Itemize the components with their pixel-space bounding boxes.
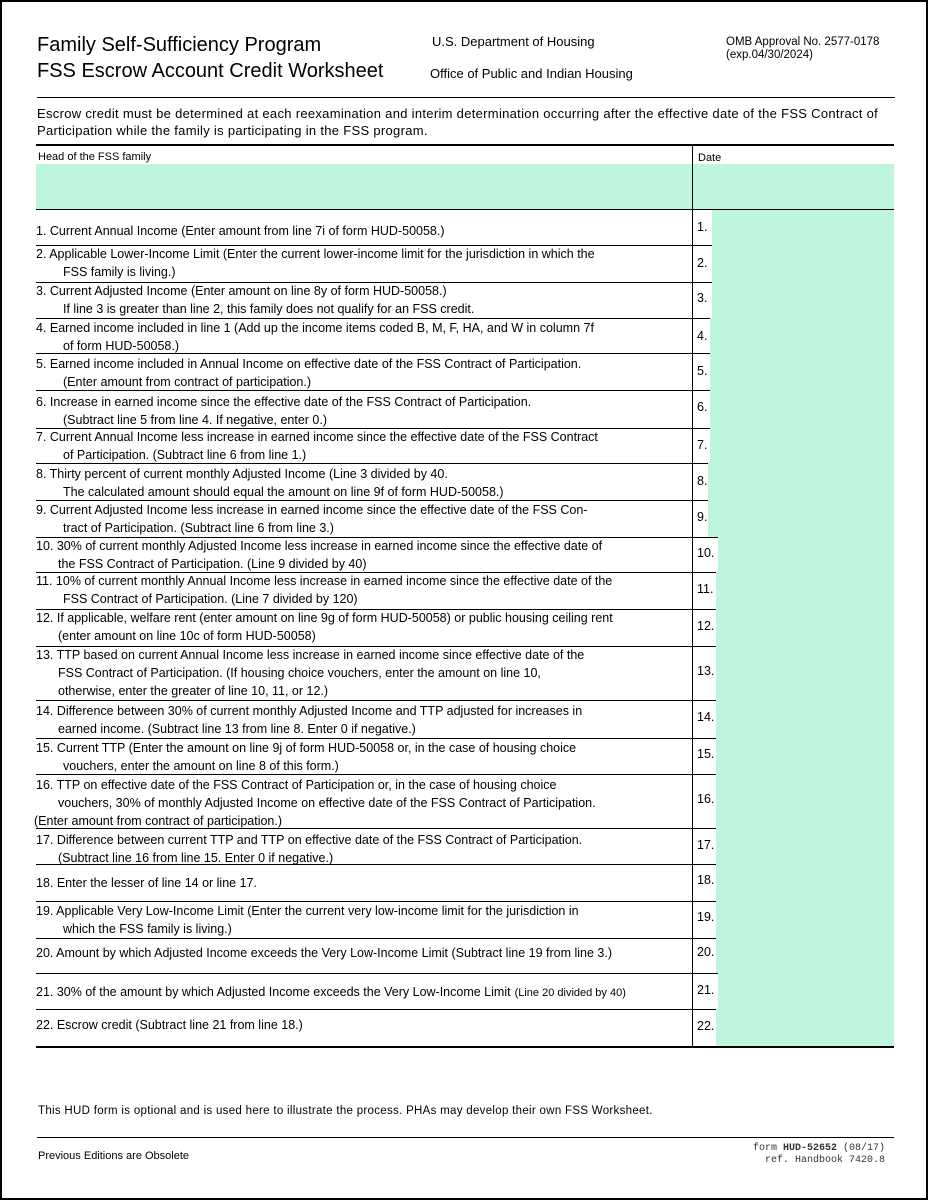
line-amount-field[interactable] — [716, 646, 894, 700]
line-amount-field[interactable] — [716, 901, 894, 938]
line-label — [36, 646, 686, 700]
line-text-small: (Line 20 divided by 40) — [514, 987, 626, 999]
line-label — [36, 702, 686, 738]
line-text: 2. Applicable Lower-Income Limit (Enter the current lower-income limit for the jurisdiction in which the — [36, 247, 595, 261]
worksheet-line-1 — [36, 210, 894, 246]
line-label — [36, 902, 686, 938]
line-label — [36, 983, 686, 1002]
footer-divider — [37, 1137, 894, 1138]
line-number: 1. — [697, 220, 708, 234]
line-amount-field[interactable] — [716, 572, 894, 609]
office-name: Office of Public and Indian Housing — [430, 66, 633, 81]
line-text: 4. Earned income included in line 1 (Add up the income items coded B, M, F, HA, and W in column 7f — [36, 321, 594, 335]
line-amount-field[interactable] — [710, 428, 894, 463]
line-number: 18. — [697, 873, 715, 887]
line-text-continued: of form HUD-50058.) — [63, 339, 180, 353]
line-text: 6. Increase in earned income since the effective date of the FSS Contract of Participation. — [36, 395, 532, 409]
line-label — [36, 572, 686, 608]
worksheet-line-15 — [36, 738, 894, 775]
line-text-continued: FSS Contract of Participation. (If housing choice vouchers, enter the amount on line 10, — [58, 666, 541, 680]
line-text: 20. Amount by which Adjusted Income exceeds the Very Low-Income Limit (Subtract line 19 from line 3.) — [36, 946, 612, 960]
worksheet-line-11 — [36, 572, 894, 610]
line-text-continued: (Subtract line 5 from line 4. If negative, enter 0.) — [63, 413, 328, 427]
line-amount-field[interactable] — [716, 1009, 894, 1046]
worksheet-line-18 — [36, 864, 894, 902]
worksheet-line-7 — [36, 428, 894, 464]
line-text: 14. Difference between 30% of current monthly Adjusted Income and TTP adjusted for increases in — [36, 704, 583, 718]
line-label — [36, 428, 686, 464]
intro-text: Escrow credit must be determined at each reexamination and interim determination occurring after the effective date of the FSS Contract of Participation while the family is participating in the FSS program. — [37, 106, 879, 138]
line-text: 17. Difference between current TTP and TTP on effective date of the FSS Contract of Participation. — [36, 833, 583, 847]
omb-number: OMB Approval No. 2577-0178 — [726, 36, 880, 48]
worksheet-line-5 — [36, 353, 894, 391]
line-text-continued: the FSS Contract of Participation. (Line 9 divided by 40) — [58, 557, 367, 571]
line-label — [36, 776, 686, 830]
line-number: 17. — [697, 838, 715, 852]
line-amount-field[interactable] — [710, 390, 894, 428]
line-amount-field[interactable] — [712, 210, 894, 245]
line-text: 22. Escrow credit (Subtract line 21 from line 18.) — [36, 1018, 303, 1032]
line-amount-field[interactable] — [710, 318, 894, 353]
date-field[interactable] — [693, 164, 894, 209]
header-divider — [37, 97, 895, 98]
worksheet-line-3 — [36, 282, 894, 319]
line-amount-field[interactable] — [718, 973, 894, 1009]
line-label — [36, 944, 686, 962]
line-text-continued: tract of Participation. (Subtract line 6 from line 3.) — [63, 521, 334, 535]
line-text: 9. Current Adjusted Income less increase in earned income since the effective date of the FSS Con- — [36, 503, 588, 517]
line-number: 9. — [697, 510, 708, 524]
line-text-continued: (Subtract line 16 from line 15. Enter 0 if negative.) — [58, 851, 334, 865]
line-number: 16. — [697, 792, 715, 806]
worksheet-line-13 — [36, 646, 894, 701]
line-text: 3. Current Adjusted Income (Enter amount on line 8y of form HUD-50058.) — [36, 284, 447, 298]
form-date: (08/17) — [836, 1143, 885, 1154]
line-text-continued: FSS Contract of Participation. (Line 7 divided by 120) — [63, 592, 358, 606]
line-text-continued: which the FSS family is living.) — [63, 922, 232, 936]
line-text-continued: vouchers, 30% of monthly Adjusted Income on effective date of the FSS Contract of Participation. — [58, 796, 596, 810]
line-amount-field[interactable] — [712, 245, 894, 282]
line-number: 7. — [697, 438, 708, 452]
line-amount-field[interactable] — [712, 282, 894, 318]
line-text: 15. Current TTP (Enter the amount on line 9j of form HUD-50058 or, in the case of housing choice — [36, 741, 577, 755]
line-text-continued: vouchers, enter the amount on line 8 of this form.) — [63, 759, 339, 773]
line-number: 21. — [697, 983, 715, 997]
line-number: 13. — [697, 664, 715, 678]
line-number: 12. — [697, 619, 715, 633]
line-amount-field[interactable] — [716, 864, 894, 901]
line-label — [36, 222, 686, 240]
form-prefix: form — [752, 1143, 783, 1154]
worksheet-line-19 — [36, 901, 894, 939]
line-text: 11. 10% of current monthly Annual Income less increase in earned income since the effective date of the — [36, 574, 613, 588]
line-label — [36, 355, 686, 391]
line-text: 21. 30% of the amount by which Adjusted Income exceeds the Very Low-Income Limit — [36, 985, 511, 999]
line-label — [36, 831, 686, 867]
worksheet-line-9 — [36, 500, 894, 538]
line-text-continued: (Enter amount from contract of participation.) — [63, 375, 312, 389]
line-label — [36, 501, 686, 537]
line-label — [36, 282, 686, 318]
line-label — [36, 609, 686, 645]
line-text-continued: (Enter amount from contract of participation.) — [34, 814, 283, 828]
worksheet-line-21 — [36, 973, 894, 1010]
line-text: 19. Applicable Very Low-Income Limit (Enter the current very low-income limit for the jurisdiction in — [36, 904, 579, 918]
footer-note: This HUD form is optional and is used here to illustrate the process. PHAs may develop their own FSS Worksheet. — [38, 1105, 653, 1117]
worksheet-line-12 — [36, 609, 894, 647]
handbook-ref: ref. Handbook 7420.8 — [764, 1155, 885, 1166]
line-number: 11. — [697, 582, 714, 596]
line-amount-field[interactable] — [716, 938, 894, 973]
obsolete-notice: Previous Editions are Obsolete — [38, 1150, 190, 1162]
line-text-continued: of Participation. (Subtract line 6 from line 1.) — [63, 448, 307, 462]
worksheet-line-14 — [36, 700, 894, 739]
line-number: 19. — [697, 910, 715, 924]
form-id: HUD-52652 — [782, 1143, 837, 1154]
line-number: 8. — [697, 474, 708, 488]
line-amount-field[interactable] — [716, 738, 894, 774]
form-number — [720, 1143, 885, 1167]
line-label — [36, 874, 686, 892]
worksheet-line-6 — [36, 390, 894, 429]
line-number: 4. — [697, 329, 708, 343]
line-label — [36, 393, 686, 429]
line-text-continued: earned income. (Subtract line 13 from line 8. Enter 0 if negative.) — [58, 722, 416, 736]
line-text: 18. Enter the lesser of line 14 or line 17. — [36, 876, 257, 890]
line-text-continued: (enter amount on line 10c of form HUD-50058) — [58, 629, 316, 643]
line-text: 5. Earned income included in Annual Income on effective date of the FSS Contract of Participation. — [36, 357, 582, 371]
line-label — [36, 245, 686, 281]
department-name: U.S. Department of Housing — [432, 34, 595, 49]
line-text: 16. TTP on effective date of the FSS Contract of Participation or, in the case of housing choice — [36, 778, 557, 792]
line-number: 22. — [697, 1019, 715, 1033]
line-number: 15. — [697, 747, 715, 761]
line-text: 10. 30% of current monthly Adjusted Income less increase in earned income since the effective date of — [36, 539, 603, 553]
omb-approval — [726, 36, 879, 62]
line-number: 2. — [697, 256, 708, 270]
line-text-continued: The calculated amount should equal the amount on line 9f of form HUD-50058.) — [63, 485, 504, 499]
line-amount-field[interactable] — [718, 537, 894, 572]
form-title-line2: FSS Escrow Account Credit Worksheet — [37, 60, 384, 82]
worksheet-line-10 — [36, 537, 894, 573]
omb-expiration: (exp.04/30/2024) — [726, 49, 813, 61]
line-number: 3. — [697, 291, 708, 305]
worksheet-line-16 — [36, 774, 894, 829]
worksheet-line-8 — [36, 463, 894, 501]
line-label — [36, 537, 686, 573]
line-text: 7. Current Annual Income less increase in earned income since the effective date of the FSS Contract — [36, 430, 598, 444]
line-amount-field[interactable] — [710, 353, 894, 390]
worksheet-line-22 — [36, 1009, 894, 1046]
line-text: 13. TTP based on current Annual Income less increase in earned income since effective date of the — [36, 648, 585, 662]
line-text: 1. Current Annual Income (Enter amount from line 7i of form HUD-50058.) — [36, 224, 445, 238]
line-amount-field[interactable] — [708, 463, 894, 500]
worksheet-line-20 — [36, 938, 894, 974]
head-of-family-field[interactable] — [36, 164, 692, 209]
line-number: 14. — [697, 710, 715, 724]
line-amount-field[interactable] — [708, 500, 894, 537]
line-text: 8. Thirty percent of current monthly Adjusted Income (Line 3 divided by 40. — [36, 467, 448, 481]
line-text-continued: otherwise, enter the greater of line 10, 11, or 12.) — [58, 684, 329, 698]
form-title-line1: Family Self-Sufficiency Program — [37, 34, 322, 56]
line-number: 10. — [697, 546, 715, 560]
line-label — [36, 319, 686, 355]
line-amount-field[interactable] — [716, 774, 894, 828]
line-amount-field[interactable] — [716, 609, 894, 646]
table-top-border — [36, 144, 894, 146]
line-number: 5. — [697, 364, 708, 378]
line-text: 12. If applicable, welfare rent (enter amount on line 9g of form HUD-50058) or public housing ceiling rent — [36, 611, 613, 625]
line-label — [36, 465, 686, 501]
line-number: 20. — [697, 945, 715, 959]
line-label — [36, 1016, 686, 1034]
head-of-family-label: Head of the FSS family — [38, 151, 152, 163]
line-text-continued: FSS family is living.) — [63, 265, 176, 279]
worksheet-line-2 — [36, 245, 894, 283]
table-bottom-border — [36, 1046, 894, 1048]
line-number: 6. — [697, 400, 708, 414]
date-label: Date — [698, 152, 722, 164]
line-text-continued: If line 3 is greater than line 2, this family does not qualify for an FSS credit. — [63, 302, 475, 316]
line-amount-field[interactable] — [716, 700, 894, 738]
line-label — [36, 739, 686, 775]
worksheet-line-4 — [36, 318, 894, 354]
line-amount-field[interactable] — [716, 828, 894, 864]
worksheet-line-17 — [36, 828, 894, 865]
